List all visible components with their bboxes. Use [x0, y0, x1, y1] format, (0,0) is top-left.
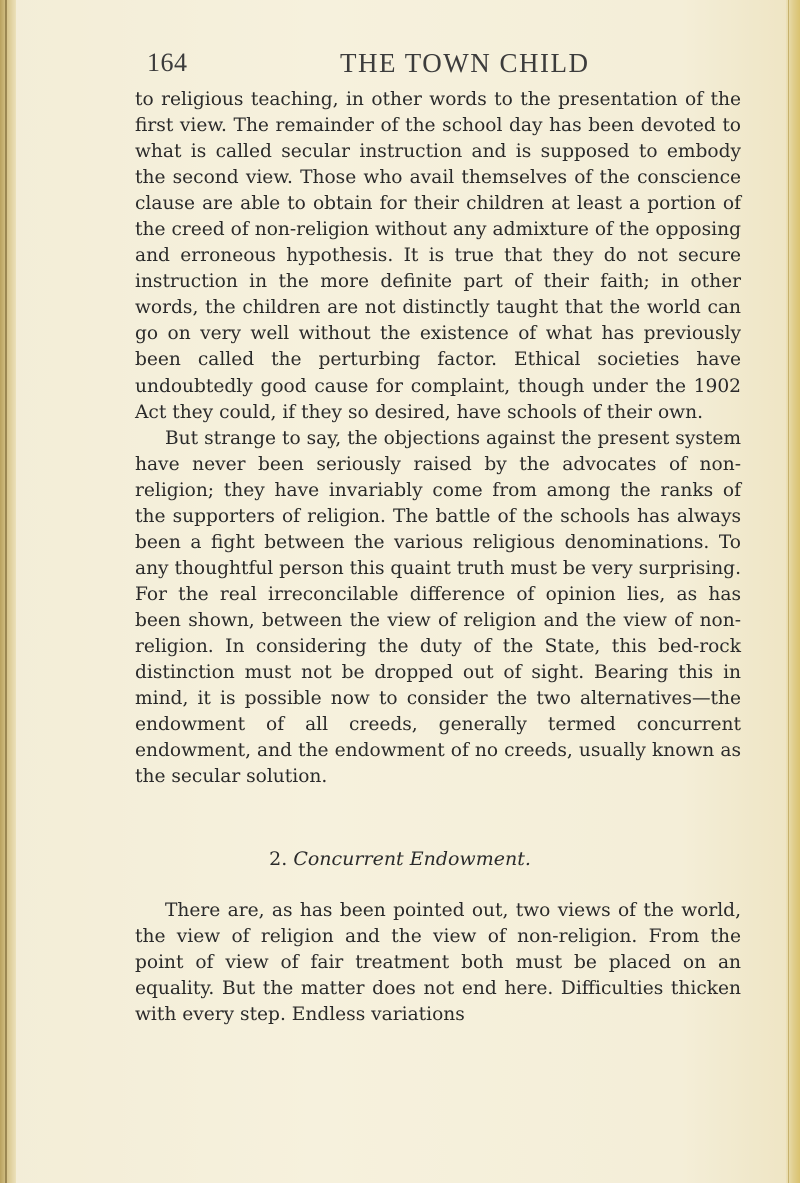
- running-head: THE TOWN CHILD: [340, 48, 590, 78]
- paragraph-3: There are, as has been pointed out, two views of the world, the view of religion and the view of non-religion. From the point of view of fair treatment both must be placed on an equality. But the matter does not end here. Difficulties thicken with every step. Endless variations: [135, 900, 741, 1026]
- binding-edge: [0, 0, 16, 1183]
- page-number: 164: [147, 48, 188, 77]
- section-heading: [0, 848, 800, 870]
- body-text: [135, 87, 741, 790]
- page-header: [0, 48, 800, 88]
- paragraph-2: But strange to say, the objections against the present system have never been seriously raised by the advocates of non-religion; they have invariably come from among the ranks of the supporters of religion. The battle of the schools has always been a fight between the various religious denominations. To any thoughtful person this quaint truth must be very surprising. For the real irreconcilable difference of opinion lies, as has been shown, between the view of religion and the view of non-religion. In considering the duty of the State, this bed-rock distinction must not be dropped out of sight. Bearing this in mind, it is possible now to consider the two alternatives—the endowment of all creeds, generally termed concurrent endowment, and the endowment of no creeds, usually known as the secular solution.: [135, 427, 741, 788]
- section-title: Concurrent Endowment.: [293, 848, 531, 870]
- page-edge: [786, 0, 800, 1183]
- paragraph-1: to religious teaching, in other words to the presentation of the first view. The remainder of the school day has been devoted to what is called secular instruction and is supposed to embody the second view. Those who avail themselves of the conscience clause are able to obtain for their children at least a portion of the creed of non-religion without any admixture of the opposing and erroneous hypothesis. It is true that they do not secure instruction in the more definite part of their faith; in other words, the children are not distinctly taught that the world can go on very well without the existence of what has previously been called the perturbing factor. Ethical societies have undoubtedly good cause for complaint, though under the 1902 Act they could, if they so desired, have schools of their own.: [135, 89, 741, 423]
- section-number: 2.: [269, 848, 288, 870]
- body-text-continued: [135, 898, 741, 1028]
